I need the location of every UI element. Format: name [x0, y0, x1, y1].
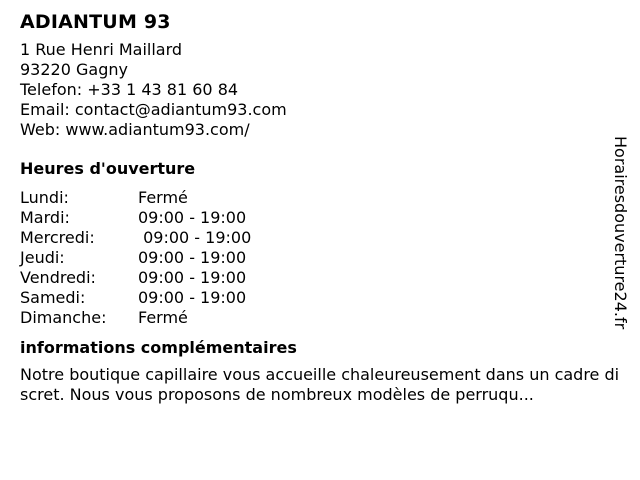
hours-time: 09:00 - 19:00: [138, 248, 247, 267]
hours-time: 09:00 - 19:00: [138, 288, 247, 307]
web-link[interactable]: www.adiantum93.com/: [65, 120, 250, 139]
additional-info-text: Notre boutique capillaire vous accueille chaleureusement dans un cadre discret. Nous vous proposons de nombreux modèles de perruqu...: [20, 365, 620, 404]
hours-time: 09:00 - 19:00: [138, 228, 252, 247]
hours-row-mardi: [20, 208, 620, 228]
site-watermark: Horairesdouverture24.fr: [611, 136, 630, 330]
phone-label: Telefon:: [20, 80, 83, 99]
hours-row-vendredi: [20, 268, 620, 288]
hours-day: Jeudi:: [20, 248, 65, 267]
hours-row-lundi: [20, 188, 620, 208]
address-line-1: 1 Rue Henri Maillard: [20, 40, 183, 59]
hours-day: Mercredi:: [20, 228, 95, 247]
business-name: ADIANTUM 93: [20, 11, 171, 33]
hours-day: Mardi:: [20, 208, 70, 227]
contact-block: [20, 40, 620, 140]
hours-day: Lundi:: [20, 188, 69, 207]
business-card: [20, 8, 620, 405]
hours-row-samedi: [20, 288, 620, 308]
hours-day: Dimanche:: [20, 308, 107, 327]
phone-number[interactable]: +33 1 43 81 60 84: [87, 80, 239, 99]
hours-time: Fermé: [138, 188, 188, 207]
phone-line: [20, 80, 620, 100]
opening-hours-table: [20, 188, 620, 328]
email-label: Email:: [20, 100, 70, 119]
hours-time: 09:00 - 19:00: [138, 268, 247, 287]
additional-info-heading: informations complémentaires: [20, 338, 297, 357]
web-line: [20, 120, 620, 140]
hours-day: Samedi:: [20, 288, 86, 307]
email-line: [20, 100, 620, 120]
hours-time: Fermé: [138, 308, 188, 327]
hours-row-dimanche: [20, 308, 620, 328]
web-label: Web:: [20, 120, 61, 139]
hours-row-jeudi: [20, 248, 620, 268]
address-line-2: 93220 Gagny: [20, 60, 128, 79]
hours-row-mercredi: [20, 228, 620, 248]
opening-hours-heading: Heures d'ouverture: [20, 159, 196, 178]
email-address[interactable]: contact@adiantum93.com: [74, 100, 287, 119]
hours-day: Vendredi:: [20, 268, 96, 287]
hours-time: 09:00 - 19:00: [138, 208, 247, 227]
